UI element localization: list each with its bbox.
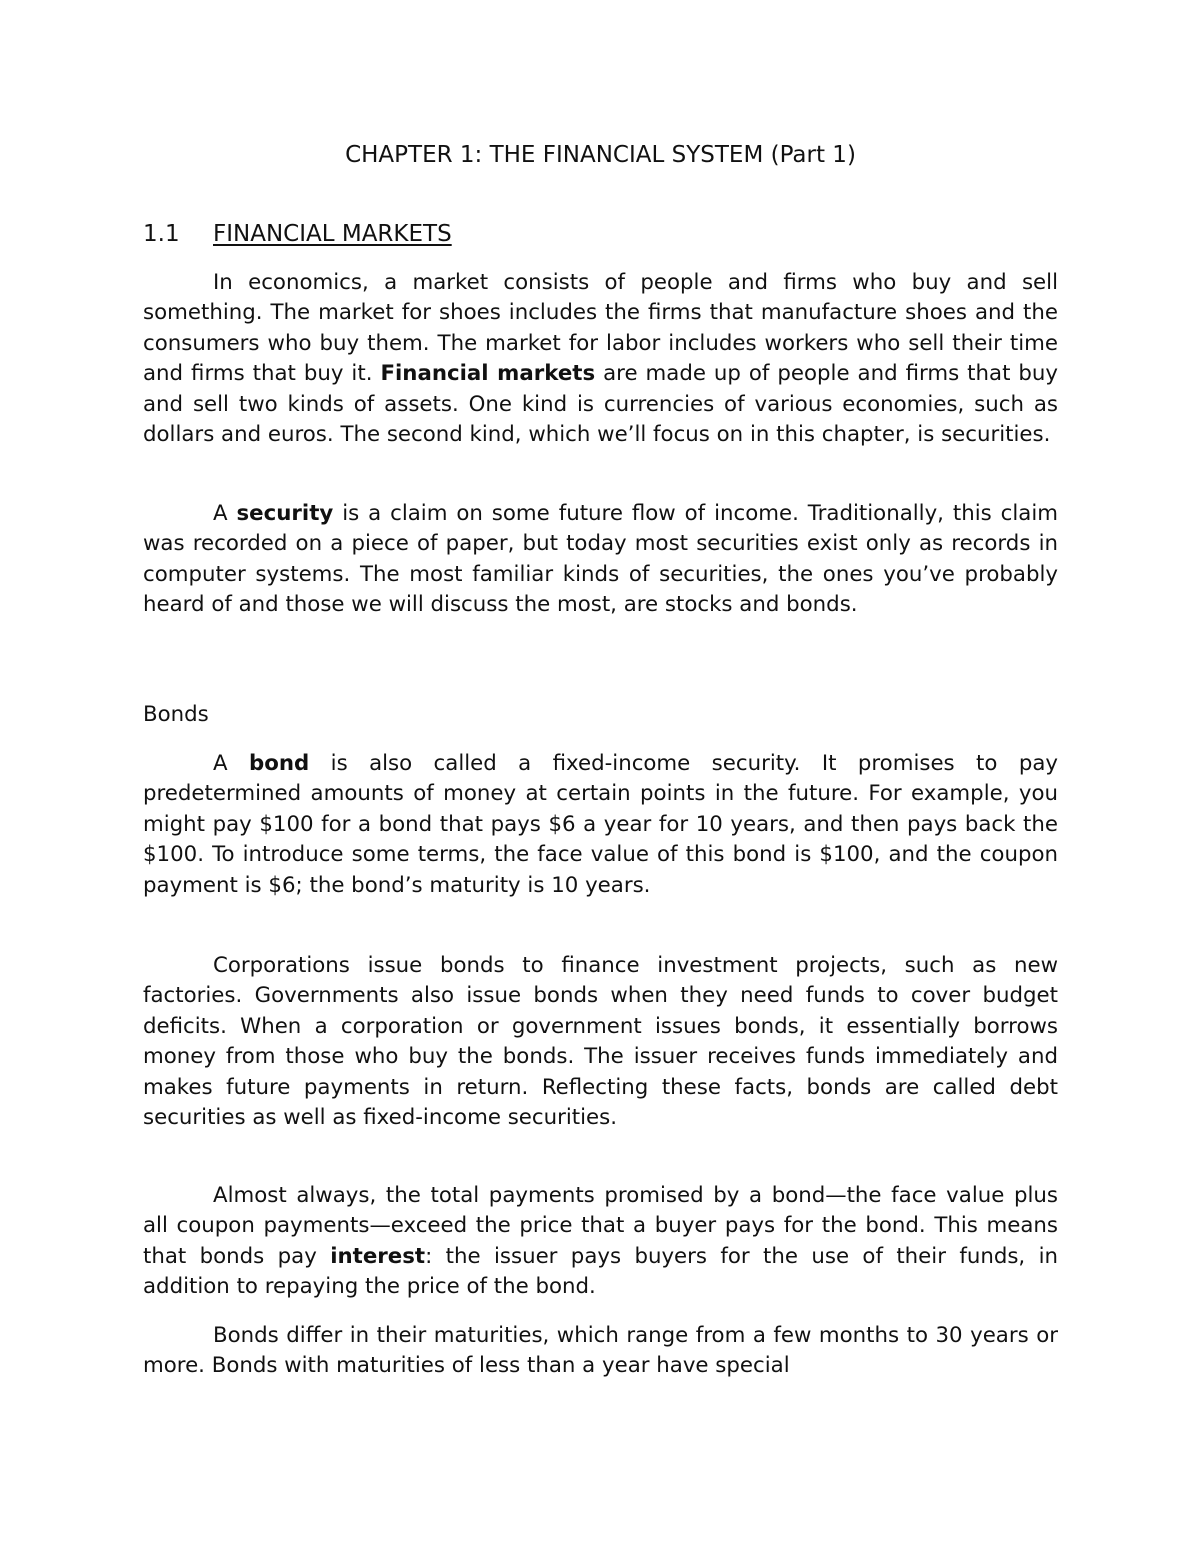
paragraph-text: Bonds differ in their maturities, which range from a few months to 30 years or more. Bonds with maturities of less than a year have special bbox=[143, 1323, 1058, 1379]
paragraph-bond-definition bbox=[143, 749, 1058, 901]
paragraph-security bbox=[143, 499, 1058, 621]
paragraph-text: is also called a fixed-income security. It promises to pay predetermined amounts of money at certain points in the future. For example, you might pay $100 for a bond that pays $6 a year for 10 years, and then pays back the $100. To introduce some terms, the face value of this bond is $100, and the coupon payment is $6; the bond’s maturity is 10 years. bbox=[143, 751, 1058, 898]
paragraph-text: Corporations issue bonds to finance investment projects, such as new factories. Governments also issue bonds when they need funds to cover budget deficits. When a corporation or government issues bonds, it essentially borrows money from those who buy the bonds. The issuer receives funds immediately and makes future payments in return. Reflecting these facts, bonds are called debt securities as well as fixed-income securities. bbox=[143, 953, 1058, 1131]
paragraph-financial-markets bbox=[143, 268, 1058, 450]
paragraph-text: : the issuer pays buyers for the use of their funds, in addition to repaying the price of the bond. bbox=[143, 1243, 1058, 1300]
paragraph-maturities bbox=[143, 1321, 1058, 1382]
term-security: security bbox=[236, 501, 334, 526]
subheading-bonds: Bonds bbox=[143, 702, 209, 727]
paragraph-text: are made up of people and firms that buy and sell two kinds of assets. One kind is currencies of various economies, such as dollars and euros. The second kind, which we’ll focus on in this chapter, is securities. bbox=[143, 361, 1059, 448]
section-heading bbox=[143, 218, 452, 250]
section-number: 1.1 bbox=[143, 221, 180, 247]
paragraph-text: Almost always, the total payments promised by a bond—the face value plus all coupon payments—exceed the price that a buyer pays for the bond. This means that bonds pay bbox=[143, 1183, 1058, 1269]
paragraph-text: is a claim on some future flow of income. Traditionally, this claim was recorded on a piece of paper, but today most securities exist only as records in computer systems. The most familiar kinds of securities, the ones you’ve probably heard of and those we will discuss the most, are stocks and bonds. bbox=[143, 501, 1058, 618]
paragraph-bond-issuers bbox=[143, 951, 1058, 1133]
section-title: FINANCIAL MARKETS bbox=[213, 221, 452, 247]
paragraph-interest bbox=[143, 1181, 1058, 1303]
term-financial-markets: Financial markets bbox=[380, 361, 596, 387]
chapter-title: CHAPTER 1: THE FINANCIAL SYSTEM (Part 1) bbox=[345, 142, 856, 168]
term-bond: bond bbox=[248, 751, 310, 776]
paragraph-text: A bbox=[213, 751, 249, 776]
document-page bbox=[143, 0, 1058, 1553]
paragraph-text: A bbox=[213, 501, 237, 526]
term-interest: interest bbox=[330, 1243, 426, 1269]
paragraph-text: In economics, a market consists of people and firms who buy and sell something. The market for shoes includes the firms that manufacture shoes and the consumers who buy them. The market for labor includes workers who sell their time and firms that buy it. bbox=[143, 270, 1058, 387]
